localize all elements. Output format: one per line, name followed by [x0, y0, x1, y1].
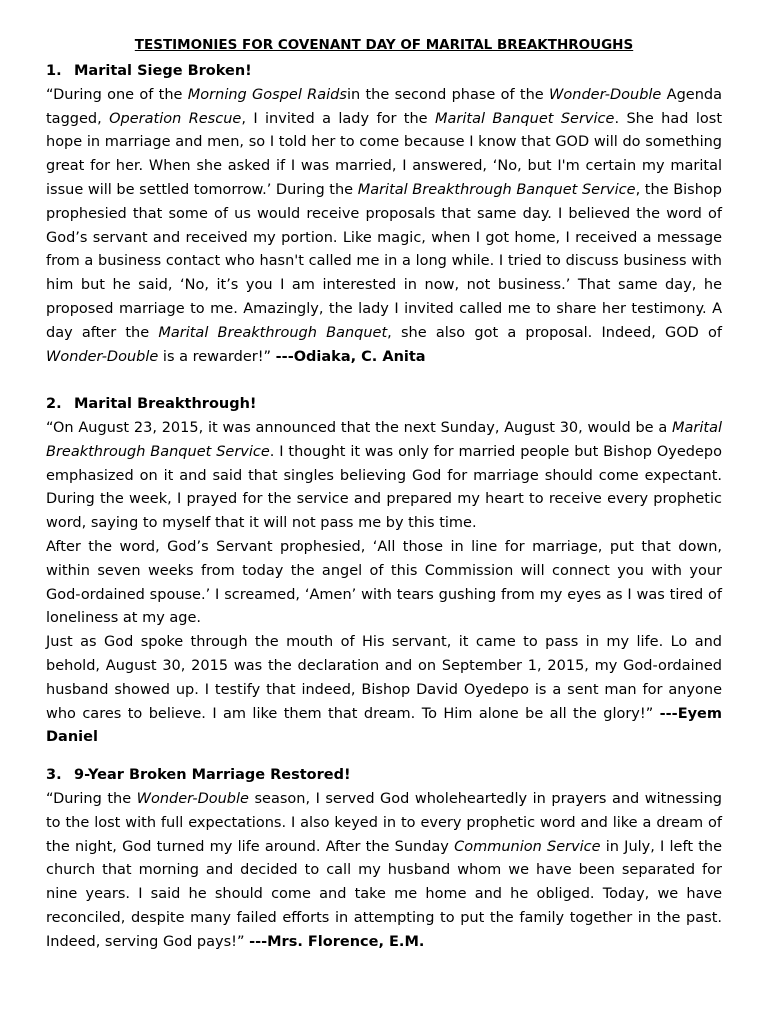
italic-text: Marital Breakthrough Banquet — [158, 324, 388, 341]
testimony-paragraph — [46, 84, 722, 370]
testimony-number: 2. — [46, 396, 62, 413]
italic-text: Operation Rescue — [109, 110, 242, 127]
italic-text: Wonder-Double — [46, 348, 159, 365]
testimony-paragraph — [46, 788, 722, 955]
body-text: , the Bishop prophesied that some of us would receive proposals that same day. I believed the word of God’s servant and received my portion. Like magic, when I got home, I received a message from a business contact who hasn't called me in a long while. I tried to discuss business with him but he said, ‘No, it’s you I am interested in now, not business.’ That same day, he proposed marriage to me. Amazingly, the lady I invited called me to share her testimony. A day after the — [46, 181, 722, 341]
italic-text: Wonder-Double — [136, 790, 249, 807]
body-text: in July, I left the church that morning and decided to call my husband whom we have been separated for nine years. I said he should come and take me home and he obliged. Today, we have reconciled, despite many failed efforts in attempting to put the family together in the past. Indeed, serving God pays!” — [46, 838, 722, 950]
testimony-author: ---Mrs. Florence, E.M. — [249, 933, 425, 950]
body-text: “On August 23, 2015, it was announced that the next Sunday, August 30, would be a — [46, 419, 672, 436]
testimony-3 — [46, 764, 722, 954]
body-text: , I invited a lady for the — [241, 110, 436, 127]
italic-text: Wonder-Double — [549, 86, 662, 103]
body-text: , she also got a proposal. Indeed, GOD of — [387, 324, 722, 341]
testimony-heading — [46, 393, 722, 417]
italic-text: Marital Breakthrough Banquet Service — [46, 419, 722, 460]
testimony-paragraph — [46, 536, 722, 631]
body-text: “During the — [46, 790, 137, 807]
italic-text: Morning Gospel Raids — [187, 86, 347, 103]
testimony-paragraph — [46, 417, 722, 536]
testimony-1 — [46, 60, 722, 369]
document-page — [46, 34, 722, 954]
italic-text: Communion Service — [454, 838, 601, 855]
testimony-heading — [46, 764, 722, 788]
testimony-title: Marital Breakthrough! — [74, 396, 257, 413]
body-text: . I thought it was only for married people but Bishop Oyedepo emphasized on it and said that singles believing God for marriage should come expectant. During the week, I prayed for the service and prepared my heart to receive every prophetic word, saying to myself that it will not pass me by this time. — [46, 443, 722, 532]
italic-text: Marital Breakthrough Banquet Service — [357, 181, 636, 198]
testimony-heading — [46, 60, 722, 84]
testimony-paragraph — [46, 631, 722, 750]
testimony-author: ---Odiaka, C. Anita — [275, 348, 426, 365]
body-text: After the word, God’s Servant prophesied, ‘All those in line for marriage, put that down, within seven weeks from today the angel of this Commission will connect you with your God-ordained spouse.’ I screamed, ‘Amen’ with tears gushing from my eyes as I was tired of loneliness at my age. — [46, 538, 722, 627]
testimony-author: ---Eyem Daniel — [46, 705, 722, 746]
body-text: . She had lost hope in marriage and men, so I told her to come because I know that GOD will do something great for her. When she asked if I was married, I answered, ‘No, but I'm certain my marital issue will be settled tomorrow.’ During the — [46, 110, 722, 198]
testimony-title: Marital Siege Broken! — [74, 63, 252, 79]
testimony-title: 9-Year Broken Marriage Restored! — [74, 767, 351, 784]
document-title: TESTIMONIES FOR COVENANT DAY OF MARITAL BREAKTHROUGHS — [134, 37, 634, 53]
body-text: is a rewarder!” — [158, 348, 276, 365]
body-text: Agenda tagged, — [46, 86, 722, 127]
body-text: season, I served God wholeheartedly in prayers and witnessing to the lost with full expectations. I also keyed in to every prophetic word and like a dream of the night, God turned my life around. After the Sunday — [46, 790, 722, 855]
body-text: in the second phase of the — [346, 86, 550, 103]
testimony-2 — [46, 393, 722, 750]
body-text: Just as God spoke through the mouth of His servant, it came to pass in my life. Lo and behold, August 30, 2015 was the declaration and on September 1, 2015, my God-ordained husband showed up. I testify that indeed, Bishop David Oyedepo is a sent man for anyone who cares to believe. I am like them that dream. To Him alone be all the glory!” — [46, 634, 722, 722]
testimony-number: 3. — [46, 767, 62, 784]
body-text: “During one of the — [46, 86, 188, 103]
testimony-number: 1. — [46, 63, 62, 79]
italic-text: Marital Banquet Service — [435, 110, 615, 127]
